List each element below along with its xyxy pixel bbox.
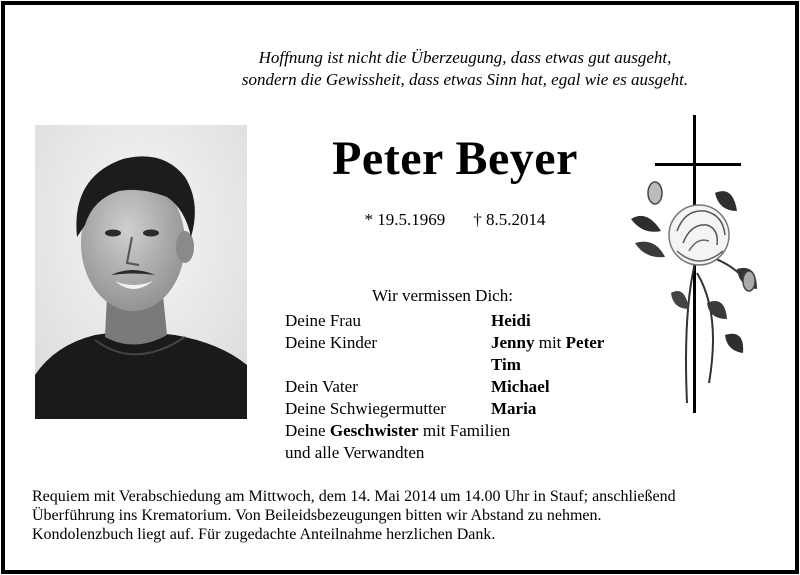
name-connector: mit bbox=[538, 333, 562, 352]
obituary-notice bbox=[1, 1, 799, 574]
miss-heading: Wir vermissen Dich: bbox=[372, 286, 513, 305]
footer-line-2: Überführung ins Krematorium. Von Beileidsbezeugungen bitten wir Abstand zu nehmen. bbox=[32, 507, 602, 524]
birth-date: * 19.5.1969 bbox=[364, 210, 446, 229]
motto-quote bbox=[155, 47, 775, 91]
survivor-names: Heidi bbox=[491, 311, 531, 330]
survivor-names: Tim bbox=[491, 355, 521, 374]
siblings-suffix: mit Familien bbox=[422, 421, 511, 440]
survivor-names: Michael bbox=[491, 377, 550, 396]
siblings-prefix: Deine bbox=[285, 421, 326, 440]
footer-line-3: Kondolenzbuch liegt auf. Für zugedachte Anteilnahme herzlichen Dank. bbox=[32, 526, 496, 543]
survivor-label: Deine Kinder bbox=[285, 333, 378, 352]
survivor-label: Deine Schwiegermutter bbox=[285, 399, 446, 418]
survivor-names bbox=[491, 332, 604, 354]
motto-line-1: Hoffnung ist nicht die Überzeugung, dass etwas gut ausgeht, bbox=[258, 48, 672, 67]
siblings-bold: Geschwister bbox=[329, 421, 419, 440]
survivor-label: Dein Vater bbox=[285, 377, 358, 396]
survivor-label: Deine Frau bbox=[285, 311, 362, 330]
service-details bbox=[32, 487, 792, 544]
child-name-2: Peter bbox=[565, 333, 605, 352]
deceased-name: Peter Beyer bbox=[332, 132, 578, 185]
cross-with-rose-icon bbox=[625, 113, 775, 415]
motto-line-2: sondern die Gewissheit, dass etwas Sinn hat, egal wie es ausgeht. bbox=[241, 70, 689, 89]
relatives-text: und alle Verwandten bbox=[285, 443, 425, 462]
child-name-1: Jenny bbox=[491, 333, 535, 352]
portrait-photo-icon bbox=[35, 125, 247, 419]
life-dates bbox=[255, 209, 655, 231]
footer-line-1: Requiem mit Verabschiedung am Mittwoch, dem 14. Mai 2014 um 14.00 Uhr in Stauf; anschließend bbox=[32, 488, 676, 505]
death-date: † 8.5.2014 bbox=[473, 210, 546, 229]
survivor-names: Maria bbox=[491, 399, 537, 418]
